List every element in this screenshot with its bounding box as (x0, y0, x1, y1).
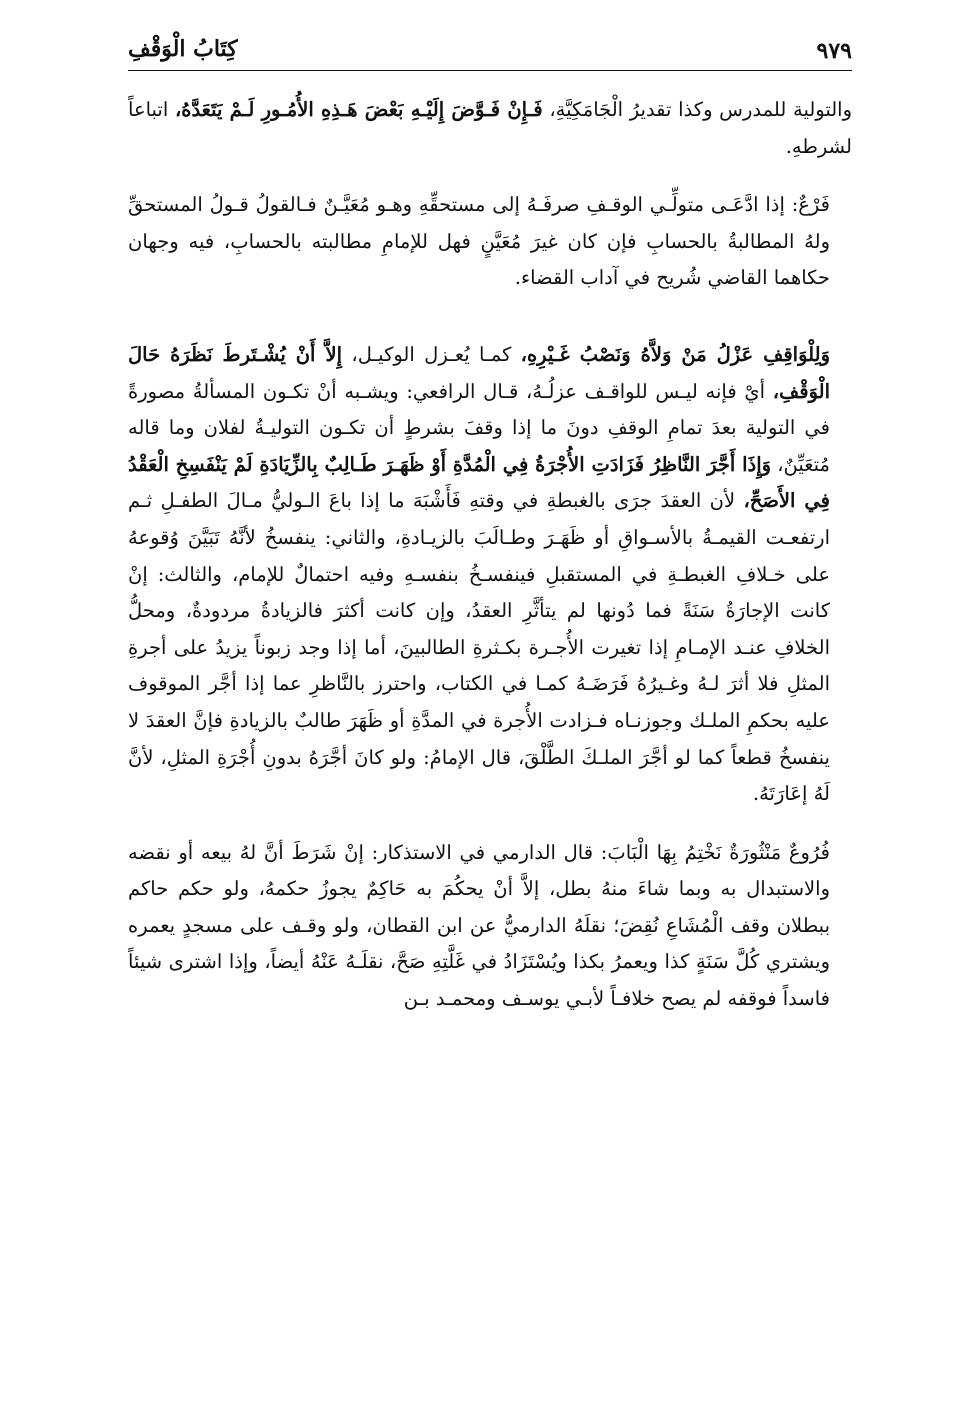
paragraph (128, 337, 852, 813)
paragraph (128, 92, 852, 165)
paragraph (128, 187, 852, 297)
book-title: كِتَابُ الْوَقْفِ (128, 36, 238, 62)
text-segment: لأن العقدَ جرَى بالغبطةِ في وقتهِ فَأَشْبَهَ ما إذا باعَ الـوليُّ مـالَ الطفـلِ ثـم ارتفعـت القيمـةُ بالأسـواقِ أو ظَهَـرَ وطـالَبَ بالزيـادةِ، والثاني: ينفسخُ لأنَّهُ تَبَيَّنَ وُقوعهُ على خـلافِ الغبطـةِ في المستقبلِ فينفسـخُ بنفسـهِ وفيه احتمالٌ للإمام، والثالث: إنْ كانت الإجارَةُ سَنَةً فما دُونها لم يتأثَّرِ العقدُ، وإن كانت أكثرَ فالزيادةُ مردودةٌ، ومحلُّ الخلافِ عنـد الإمـامِ إذا تغيرت الأُجـرة بكـثرةِ الطالبينَ، أما إذا وجد زبوناً يزيدُ على أجرةِ المثلِ فلا أثرَ لـهُ وغـيرُهُ فَرَضَـهُ كمـا في الكتاب، واحترز بالنَّاظرِ عما إذا أجَّر الموقوف عليه بحكمِ الملـك وجوزنـاه فـزادت الأُجرة في المدَّةِ أو ظَهَرَ طالبٌ بالزيادةِ فإنَّ العقدَ لا ينفسخُ قطعاً كما لو أجَّرَ الملـكَ الطَّلْقَ، قال الإمامُ: ولو كانَ أجَّرَهُ بدونِ أُجْرَةِ المثلِ، لأنَّ لَهُ إعَارَتَهُ. (128, 489, 830, 806)
page-number: ٩٧٩ (816, 38, 852, 64)
paragraph (128, 835, 852, 1018)
text-segment: والتولية للمدرس وكذا تقديرُ الْجَامَكِيَّةِ، (542, 98, 853, 121)
matn-text: وَلِلْوَاقِفِ عَزْلُ مَنْ وَلاَّهُ وَنَصْبُ غَـيْرِهِ، (520, 342, 830, 366)
matn-text: إِلاَّ أَنْ يُشْـتَرطَ نَظَرَهُ حَالَ الْوَقْفِ، (128, 342, 830, 403)
running-header (128, 36, 852, 71)
text-segment: كمـا يُعـزل الوكيـل، (342, 342, 521, 366)
text-segment: فُرُوعٌ مَنْثُورَةٌ نَخْتِمُ بِهَا الْبَابَ: قال الدارمي في الاستذكار: إنْ شَرَطَ أنَّ لهُ بيعه أو نقضه والاستبدال به وبما شاءَ منهُ بطل، إلاَّ أنْ يحكُمَ به حَاكِمٌ يجوزُ حكمهُ، ولو حكم حاكم ببطلان وقف الْمُشَاعِ نُقِضَ؛ نقلَهُ الدارميُّ عن ابن القطان، ولو وقـف على مسجدٍ يعمره ويشتري كُلَّ سَنَةٍ كذا ويعمرُ بكذا ويُسْتَزَادُ في غَلَّتِهِ صَحَّ، نقلَـهُ عَنْهُ أيضاً، وإذا اشترى شيئاً فاسداً فوقفه لم يصح خلافـاً لأبـي يوسـف ومحمـد بـن (128, 840, 830, 1011)
text-segment: أيْ فإنه ليـس للواقـف عزلُـهُ، قـال الرافعي: ويشـبه أنْ تكـون المسألةُ مصورةً في التولية بعدَ تمامِ الوقفِ دونَ ما إذا وقفَ بشرطٍ أن تكـون التوليـةُ لفلان وما قاله مُتعَيِّنٌ، (128, 379, 830, 476)
body-text (128, 92, 852, 1040)
matn-text: فَـإِنْ فَـوَّضَ إِلَيْـهِ بَعْضَ هَـذِهِ الأُمُـورِ لَـمْ يَتَعَدَّهُ، (174, 98, 543, 121)
text-segment: اتباعاً لشرطهِ. (128, 98, 852, 158)
text-segment: فَرْعٌ: إذا ادَّعَـى متولِّـي الوقـفِ صرفَـهُ إلى مستحقِّهِ وهـو مُعَيَّـنٌ فـالقولُ قـولُ المستحقِّ ولهُ المطالبةُ بالحسابِ فإن كان غيرَ مُعَيَّنٍ فهل للإمامِ مطالبته بالحسابِ، فيه وجهان حكاهما القاضي شُريح في آداب القضاء. (128, 193, 830, 290)
matn-text: وَإِذَا أَجَّرَ النَّاظِرُ فَزَادَتِ الأُجْرَةُ فِي الْمُدَّةِ أَوْ ظَهَـرَ طَـالِبٌ بِالزِّيَادَةِ لَمْ يَنْفَسِخِ الْعَقْدُ فِي الأَصَحِّ، (128, 452, 830, 513)
